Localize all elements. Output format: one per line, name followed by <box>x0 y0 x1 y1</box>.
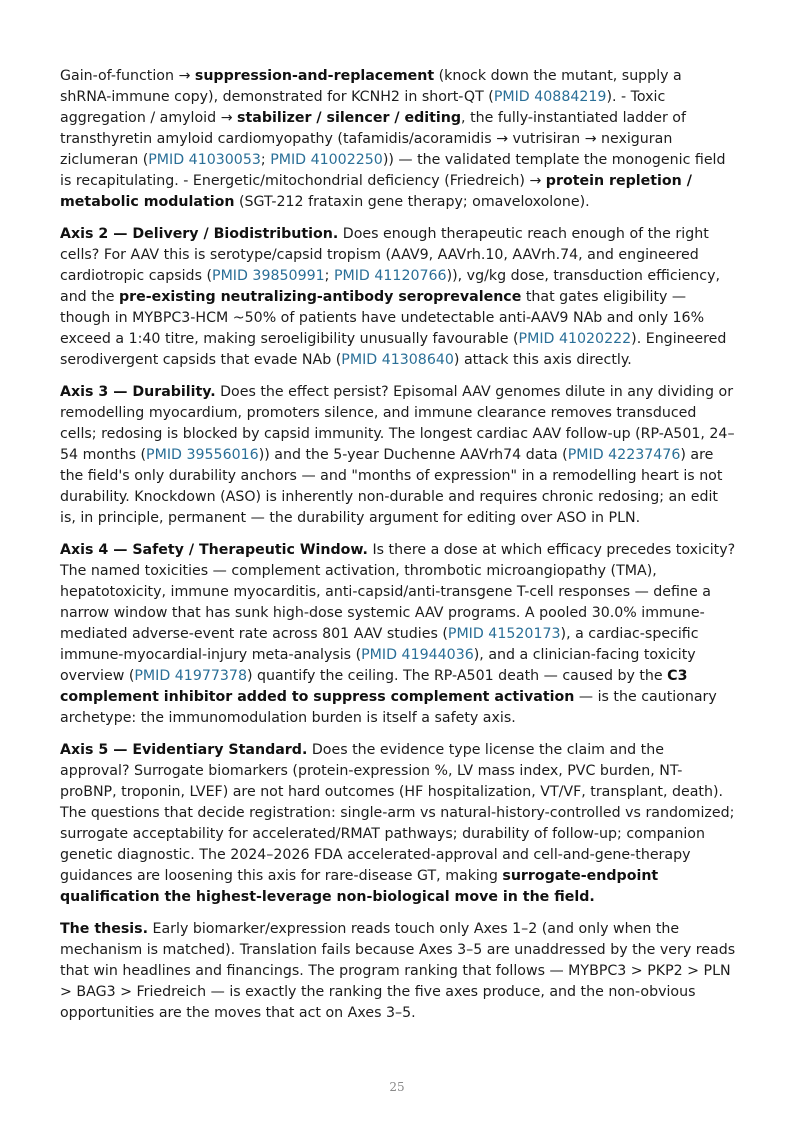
text-span: ) attack this axis directly. <box>453 352 632 368</box>
pmid-link[interactable]: PMID 40884219 <box>493 89 607 105</box>
text-span: Early biomarker/expression reads touch only Axes 1–2 (and only when the mechanism is matched). Translation fails because Axes 3–5 are unaddressed by the very reads that win headlines and financings. The program ranking that follows — MYBPC3 > PKP2 > PLN > BAG3 > Friedreich — is exactly the ranking the five axes produce, and the non-obvious opportunities are the moves that act on Axes 3–5. <box>60 921 736 1021</box>
text-span: ) are the field's only durability anchors — and "months of expression" in a remodelling heart is not durability. Knockdown (ASO) is inherently non-durable and requires chronic redosing; an edit is, in principle, permanent — the durability argument for editing over ASO in PLN. <box>60 447 723 526</box>
text-span: )), vg/kg dose, transduction efficiency, and the <box>60 268 720 305</box>
document-body <box>60 66 736 1035</box>
text-span: ), a cardiac-specific immune-myocardial-injury meta-analysis ( <box>60 626 699 663</box>
pmid-link[interactable]: PMID 41020222 <box>518 331 632 347</box>
thesis-heading: The thesis. <box>60 921 148 937</box>
pmid-link[interactable]: PMID 41308640 <box>341 352 454 368</box>
pmid-link[interactable]: PMID 41520173 <box>447 626 561 642</box>
text-span: ). - Toxic aggregation / amyloid → <box>60 89 666 126</box>
text-span: that gates eligibility — though in MYBPC3-HCM ~50% of patients have undetectable anti-AAV9 NAb and only 16% exceed a 1:40 titre, making seroeligibility unusually favourable ( <box>60 289 705 347</box>
text-span: ; <box>324 268 334 284</box>
axis-heading: Axis 2 — Delivery / Biodistribution. <box>60 226 339 242</box>
text-span: — is the cautionary archetype: the immunomodulation burden is itself a safety axis. <box>60 689 717 726</box>
text-span: (knock down the mutant, supply a shRNA-immune copy), demonstrated for KCNH2 in short-QT ( <box>60 68 682 105</box>
text-span: ), and a clinician-facing toxicity overview ( <box>60 647 696 684</box>
text-span: )) and the 5-year Duchenne AAVrh74 data ( <box>258 447 568 463</box>
text-span: ) quantify the ceiling. The RP-A501 death — caused by the <box>247 668 668 684</box>
pmid-link[interactable]: PMID 42237476 <box>567 447 681 463</box>
axis-heading: Axis 5 — Evidentiary Standard. <box>60 742 308 758</box>
text-span: ). Engineered serodivergent capsids that evade NAb ( <box>60 331 727 368</box>
text-span: ; <box>260 152 271 168</box>
bold-term: suppression-and-replacement <box>194 68 435 84</box>
bold-term: pre-existing neutralizing-antibody seroprevalence <box>119 289 522 305</box>
pmid-link[interactable]: PMID 41977378 <box>134 668 247 684</box>
text-span: Does the evidence type license the claim and the approval? Surrogate biomarkers (protein-expression %, LV mass index, PVC burden, NT-proBNP, troponin, LVEF) are not hard outcomes (HF hospitalization, VT/VF, transplant, death). The questions that decide registration: single-arm vs natural-history-controlled vs randomized; surrogate acceptability for accelerated/RMAT pathways; durability of follow-up; companion genetic diagnostic. The 2024–2026 FDA accelerated-approval and cell-and-gene-therapy guidances are loosening this axis for rare-disease GT, making <box>60 742 735 884</box>
pmid-link[interactable]: PMID 41120766 <box>333 268 447 284</box>
pmid-link[interactable]: PMID 41030053 <box>148 152 261 168</box>
pmid-link[interactable]: PMID 41944036 <box>361 647 474 663</box>
paragraph-axis-4 <box>60 540 736 729</box>
text-span: Gain-of-function → <box>60 68 195 84</box>
pmid-link[interactable]: PMID 39850991 <box>212 268 325 284</box>
paragraph-axis-5 <box>60 740 736 908</box>
pmid-link[interactable]: PMID 39556016 <box>146 447 259 463</box>
paragraph-axis-3 <box>60 382 736 529</box>
text-span: Does enough therapeutic reach enough of the right cells? For AAV this is serotype/capsid tropism (AAV9, AAVrh.10, AAVrh.74, and engineered cardiotropic capsids ( <box>60 226 709 284</box>
bold-term: protein repletion / metabolic modulation <box>60 173 692 210</box>
axis-heading: Axis 4 — Safety / Therapeutic Window. <box>60 542 368 558</box>
text-span: (SGT-212 frataxin gene therapy; omaveloxolone). <box>234 194 590 210</box>
text-span: Does the effect persist? Episomal AAV genomes dilute in any dividing or remodelling myocardium, promoters silence, and immune clearance removes transduced cells; redosing is blocked by capsid immunity. The longest cardiac AAV follow-up (RP-A501, 24–54 months ( <box>60 384 735 463</box>
paragraph-mechanism-classes <box>60 66 736 213</box>
paragraph-thesis <box>60 919 736 1024</box>
text-span: Is there a dose at which efficacy precedes toxicity? The named toxicities — complement activation, thrombotic microangiopathy (TMA), hepatotoxicity, immune myocarditis, anti-capsid/anti-transgene T-cell responses — define a narrow window that has sunk high-dose systemic AAV programs. A pooled 30.0% immune-mediated adverse-event rate across 801 AAV studies ( <box>60 542 736 642</box>
pmid-link[interactable]: PMID 41002250 <box>270 152 383 168</box>
page-number: 25 <box>389 1080 405 1094</box>
text-span: , the fully-instantiated ladder of transthyretin amyloid cardiomyopathy (tafamidis/acoramidis → vutrisiran → nexiguran ziclumeran ( <box>60 110 686 168</box>
text-span: )) — the validated template the monogenic field is recapitulating. - Energetic/mitochondrial deficiency (Friedreich) → <box>60 152 726 189</box>
bold-term: stabilizer / silencer / editing <box>237 110 462 126</box>
bold-term: C3 complement inhibitor added to suppress complement activation <box>60 668 688 705</box>
paragraph-axis-2 <box>60 224 736 371</box>
axis-heading: Axis 3 — Durability. <box>60 384 216 400</box>
bold-term: surrogate-endpoint qualification the highest-leverage non-biological move in the field. <box>60 868 659 905</box>
